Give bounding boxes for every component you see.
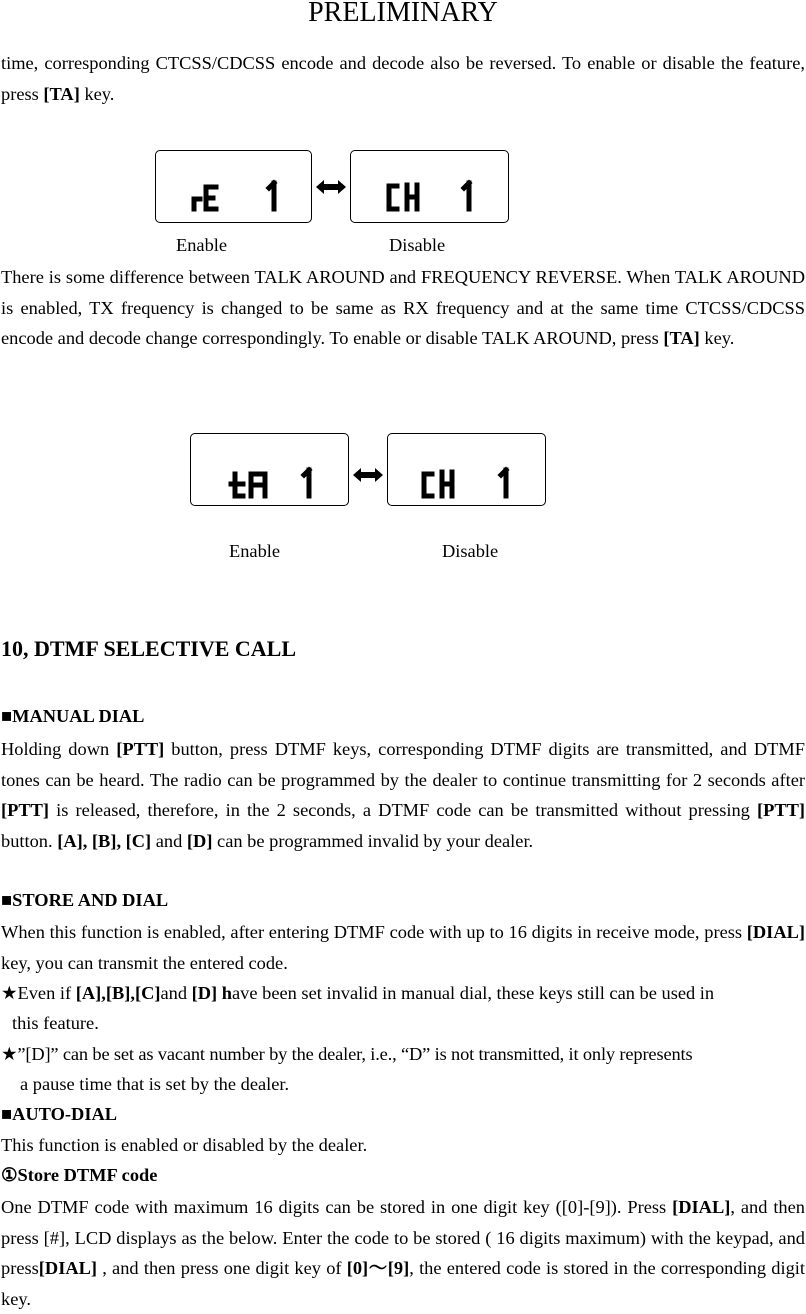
lcd-segments [388,434,545,505]
subheading-store-dtmf-code: ①Store DTMF code [1,1165,158,1185]
key-ta: [TA] [663,328,700,349]
key-ta: [TA] [43,83,80,104]
paragraph-manual-dial: Holding down [PTT] button, press DTMF keys, corresponding DTMF digits are transmitted, and DTMF tones can be heard. The radio can be programmed by the dealer to continue transmitting for 2 seconds after [PTT] is released, therefore, in the 2 seconds, a DTMF code can be transmitted without pressing [PTT] button. [A], [B], [C] and [D] can be programmed invalid by your dealer. [1,739,805,851]
section-title: 10, DTMF SELECTIVE CALL [1,636,297,661]
heading-manual-dial: ■MANUAL DIAL [1,706,145,726]
toggle-arrow-icon [315,178,347,196]
lcd-segments [351,151,508,222]
lcd-display-channel [387,433,546,506]
lcd-segments [191,434,348,505]
paragraph-reverse: time, corresponding CTCSS/CDCSS encode and decode also be reversed. To enable or disable the feature, press [TA] key. [1,53,805,104]
page-header: PRELIMINARY [308,0,498,28]
lcd-segments [156,151,311,222]
toggle-arrow-icon [352,466,384,484]
lcd-display-talk-around-enabled [190,433,349,506]
label-disable: Disable [442,541,499,561]
heading-store-and-dial: ■STORE AND DIAL [1,890,169,910]
label-enable: Enable [229,541,281,561]
auto-dial-line: This function is enabled or disabled by the dealer. [1,1135,368,1155]
lcd-display-channel [350,150,509,223]
label-enable: Enable [176,235,228,255]
paragraph-talk-around: There is some difference between TALK AROUND and FREQUENCY REVERSE. When TALK AROUND is enabled, TX frequency is changed to be same as RX frequency and at the same time CTCSS/CDCSS encode and decode change correspondingly. To enable or disable TALK AROUND, press [TA] key. [1,267,805,349]
note-star-1: ★Even if [A],[B],[C]and [D] have been set invalid in manual dial, these keys still can be used in [1,983,715,1003]
note-star-2: ★”[D]” can be set as vacant number by the dealer, i.e., “D” is not transmitted, it only represents [1,1044,693,1064]
paragraph-store-and-dial: When this function is enabled, after entering DTMF code with up to 16 digits in receive mode, press [DIAL] key, you can transmit the entered code. [1,922,805,973]
heading-auto-dial: ■AUTO-DIAL [1,1104,118,1124]
paragraph-store-dtmf-code: One DTMF code with maximum 16 digits can be stored in one digit key ([0]-[9]). Press [DIAL], and then press [#], LCD displays as the below. Enter the code to be stored ( 16 digits maximum) with the keypad, and press[DIAL] , and then press one digit key of [0]～[9], the entered code is stored in the corresponding digit key. [1,1197,805,1309]
note-star-1-cont: this feature. [12,1013,99,1033]
lcd-display-reverse-enabled [155,150,312,223]
note-star-2-cont: a pause time that is set by the dealer. [20,1074,290,1094]
label-disable: Disable [389,235,446,255]
